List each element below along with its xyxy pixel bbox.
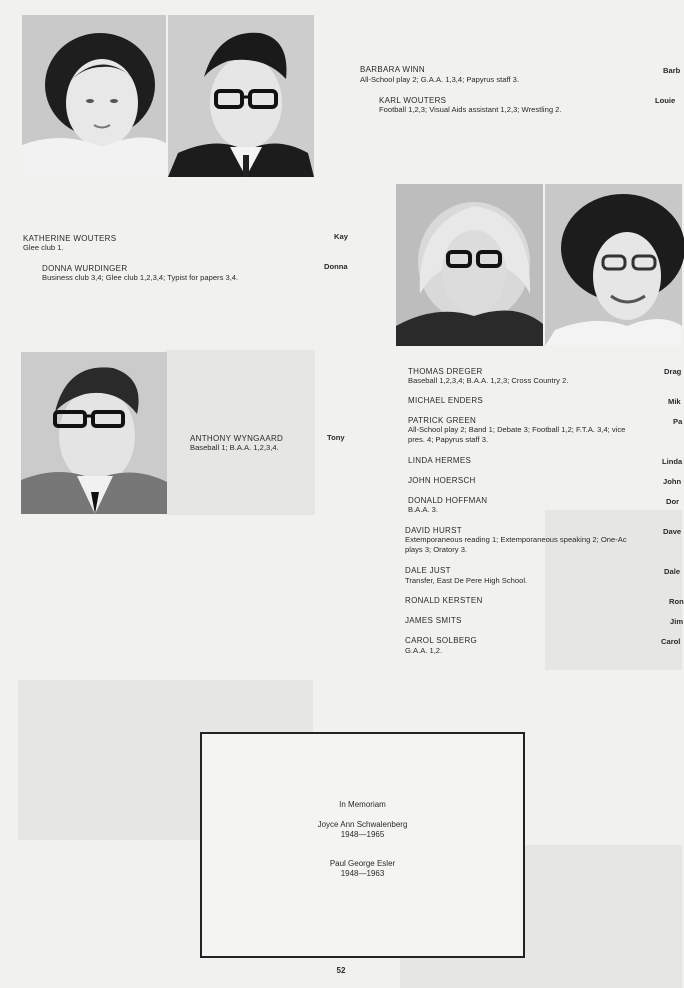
senior-activities: Baseball 1; B.A.A. 1,2,3,4. bbox=[190, 443, 279, 452]
student-nickname: Dale bbox=[664, 567, 681, 576]
student-nickname: Mik bbox=[668, 397, 681, 406]
student-name: LINDA HERMES bbox=[408, 456, 472, 465]
in-memoriam-box bbox=[200, 732, 525, 958]
senior-name: KARL WOUTERS bbox=[379, 96, 447, 105]
senior-activities: Glee club 1. bbox=[23, 243, 64, 252]
student-nickname: Dor bbox=[666, 497, 680, 506]
student-activities: Baseball 1,2,3,4; B.A.A. 1,2,3; Cross Country 2. bbox=[408, 376, 569, 385]
student-nickname: Jim bbox=[670, 617, 684, 626]
senior-activities: Business club 3,4; Glee club 1,2,3,4; Typist for papers 3,4. bbox=[42, 273, 239, 282]
student-name: THOMAS DREGER bbox=[408, 367, 483, 376]
senior-nickname: Kay bbox=[334, 232, 348, 241]
senior-activities: All-School play 2; G.A.A. 1,3,4; Papyrus staff 3. bbox=[360, 75, 519, 84]
student-name: JOHN HOERSCH bbox=[408, 476, 476, 485]
student-name: JAMES SMITS bbox=[405, 616, 462, 625]
page-number: 52 bbox=[336, 966, 346, 975]
portrait-linda-hermes bbox=[396, 184, 543, 346]
senior-name: BARBARA WINN bbox=[360, 65, 425, 74]
student-nickname: Ron bbox=[669, 597, 684, 606]
student-nickname: John bbox=[663, 477, 682, 486]
student-nickname: Drag bbox=[664, 367, 682, 376]
student-activities: Transfer, East De Pere High School. bbox=[405, 576, 528, 585]
memoriam-person2-name: Paul George Esler bbox=[329, 859, 396, 868]
memoriam-heading: In Memoriam bbox=[339, 800, 386, 809]
student-nickname: Carol bbox=[661, 637, 681, 646]
student-name: DALE JUST bbox=[405, 566, 451, 575]
scan-shadow bbox=[545, 510, 682, 670]
student-activities: Extemporaneous reading 1; Extemporaneous speaking 2; One-Ac bbox=[405, 535, 627, 544]
senior-name: DONNA WURDINGER bbox=[42, 264, 128, 273]
senior-nickname: Donna bbox=[324, 262, 348, 271]
portrait-anthony-wyngaard bbox=[21, 352, 167, 514]
student-name: CAROL SOLBERG bbox=[405, 636, 478, 645]
senior-name: ANTHONY WYNGAARD bbox=[190, 434, 284, 443]
student-activities: B.A.A. 3. bbox=[408, 505, 438, 514]
student-name: RONALD KERSTEN bbox=[405, 596, 483, 605]
student-name: DONALD HOFFMAN bbox=[408, 496, 488, 505]
student-activities-continued: plays 3; Oratory 3. bbox=[405, 545, 468, 554]
student-name: PATRICK GREEN bbox=[408, 416, 477, 425]
senior-nickname: Barb bbox=[663, 66, 681, 75]
memoriam-person1-years: 1948—1965 bbox=[340, 830, 385, 839]
portrait-barbara-winn bbox=[22, 15, 166, 177]
student-activities: G.A.A. 1,2. bbox=[405, 646, 443, 655]
student-name: DAVID HURST bbox=[405, 526, 462, 535]
scan-shadow bbox=[165, 350, 315, 515]
senior-activities: Football 1,2,3; Visual Aids assistant 1,2,3; Wrestling 2. bbox=[379, 105, 562, 114]
student-name: MICHAEL ENDERS bbox=[408, 396, 484, 405]
senior-nickname: Louie bbox=[655, 96, 676, 105]
student-nickname: Dave bbox=[663, 527, 682, 536]
student-nickname: Linda bbox=[662, 457, 683, 466]
memoriam-person2-years: 1948—1963 bbox=[340, 869, 385, 878]
student-activities-continued: pres. 4; Papyrus staff 3. bbox=[408, 435, 489, 444]
student-activities: All-School play 2; Band 1; Debate 3; Football 1,2; F.T.A. 3,4; vice bbox=[408, 425, 626, 434]
memoriam-person1-name: Joyce Ann Schwalenberg bbox=[317, 820, 408, 829]
portrait-karl-wouters bbox=[168, 15, 314, 177]
student-nickname: Pa bbox=[673, 417, 683, 426]
senior-name: KATHERINE WOUTERS bbox=[23, 234, 117, 243]
portrait-carol-solberg bbox=[545, 184, 682, 346]
senior-nickname: Tony bbox=[327, 433, 345, 442]
